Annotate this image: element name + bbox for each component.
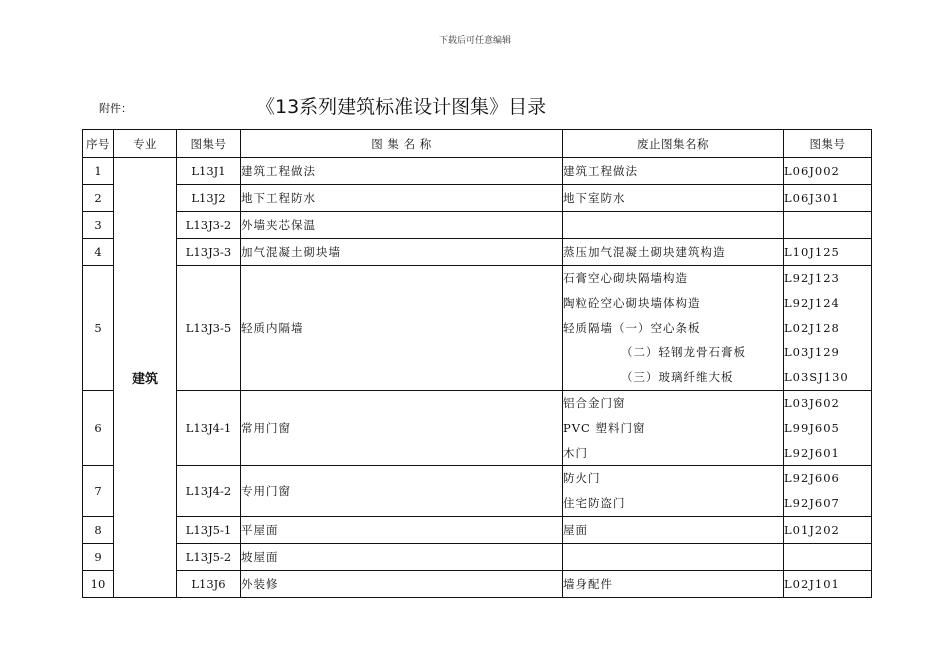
row-seq: 10 <box>83 570 114 597</box>
row-obsolete-names <box>563 239 784 266</box>
row-obsolete-codes <box>784 543 872 570</box>
row-obsolete-names <box>563 466 784 517</box>
row-obsolete-codes <box>784 390 872 465</box>
obsolete-code-line: L92J607 <box>784 496 840 511</box>
row-seq: 8 <box>83 516 114 543</box>
row-seq: 3 <box>83 212 114 239</box>
row-obsolete-codes <box>784 158 872 185</box>
row-atlas-no: L13J4-2 <box>177 466 241 517</box>
obsolete-code-line: L03J602 <box>784 395 840 410</box>
header-row <box>83 130 872 158</box>
obsolete-code-line: L92J601 <box>784 445 840 460</box>
obsolete-name-line: （三）玻璃纤维大板 <box>621 370 734 385</box>
row-atlas-no: L13J5-2 <box>177 543 241 570</box>
row-seq: 2 <box>83 185 114 212</box>
obsolete-name-line: 墙身配件 <box>563 576 613 591</box>
table-row <box>83 266 872 391</box>
row-atlas-no: L13J3-3 <box>177 239 241 266</box>
table-row <box>83 543 872 570</box>
row-obsolete-names <box>563 185 784 212</box>
row-obsolete-codes <box>784 239 872 266</box>
row-atlas-name: 地下工程防水 <box>241 185 563 212</box>
header-obsolete-name: 废止图集名称 <box>563 130 784 158</box>
row-seq: 6 <box>83 390 114 465</box>
obsolete-code-line: L01J202 <box>784 522 840 537</box>
table-row <box>83 570 872 597</box>
obsolete-name-line: 铝合金门窗 <box>563 395 626 410</box>
header-atlas-no: 图集号 <box>177 130 241 158</box>
row-obsolete-names <box>563 516 784 543</box>
row-obsolete-codes <box>784 466 872 517</box>
row-seq: 1 <box>83 158 114 185</box>
obsolete-name-line: （二）轻钢龙骨石膏板 <box>621 345 746 360</box>
row-atlas-name: 专用门窗 <box>241 466 563 517</box>
row-atlas-name: 外墙夹芯保温 <box>241 212 563 239</box>
row-seq: 5 <box>83 266 114 391</box>
row-atlas-no: L13J4-1 <box>177 390 241 465</box>
row-obsolete-codes <box>784 212 872 239</box>
row-seq: 7 <box>83 466 114 517</box>
row-obsolete-codes <box>784 516 872 543</box>
obsolete-name-line: 住宅防盗门 <box>563 496 626 511</box>
obsolete-code-line: L06J301 <box>784 190 840 205</box>
header-note: 下载后可任意编辑 <box>438 36 511 46</box>
row-obsolete-names <box>563 543 784 570</box>
row-obsolete-names <box>563 158 784 185</box>
row-atlas-no: L13J1 <box>177 158 241 185</box>
obsolete-code-line: L10J125 <box>784 244 840 259</box>
obsolete-code-line: L03SJ130 <box>784 370 849 385</box>
obsolete-code-line: L02J128 <box>784 320 840 335</box>
attachment-label: 附件： <box>99 102 132 115</box>
table-row <box>83 212 872 239</box>
obsolete-name-line: 石膏空心砌块隔墙构造 <box>563 271 688 285</box>
obsolete-name-line: 轻质隔墙（一）空心条板 <box>563 320 701 335</box>
header-seq: 序号 <box>83 130 114 158</box>
catalog-table <box>82 129 872 598</box>
document-title: 《13系列建筑标准设计图集》目录 <box>256 96 547 118</box>
row-atlas-no: L13J3-5 <box>177 266 241 391</box>
row-atlas-name: 常用门窗 <box>241 390 563 465</box>
table-row <box>83 390 872 465</box>
obsolete-code-line: L03J129 <box>784 345 840 360</box>
row-atlas-name: 建筑工程做法 <box>241 158 563 185</box>
obsolete-code-line: L92J124 <box>784 295 840 310</box>
row-obsolete-names <box>563 266 784 391</box>
row-atlas-no: L13J3-2 <box>177 212 241 239</box>
obsolete-name-line: 陶粒砼空心砌块墙体构造 <box>563 295 701 310</box>
row-obsolete-codes <box>784 266 872 391</box>
obsolete-name-line: PVC 塑料门窗 <box>563 420 646 435</box>
table-row <box>83 239 872 266</box>
row-obsolete-names <box>563 570 784 597</box>
row-atlas-no: L13J6 <box>177 570 241 597</box>
row-obsolete-codes <box>784 570 872 597</box>
row-atlas-name: 加气混凝土砌块墙 <box>241 239 563 266</box>
obsolete-code-line: L92J123 <box>784 271 840 285</box>
row-atlas-name: 平屋面 <box>241 516 563 543</box>
obsolete-name-line: 屋面 <box>563 522 588 537</box>
row-atlas-name: 外装修 <box>241 570 563 597</box>
obsolete-name-line: 防火门 <box>563 471 601 486</box>
row-seq: 4 <box>83 239 114 266</box>
obsolete-code-line: L99J605 <box>784 420 840 435</box>
row-seq: 9 <box>83 543 114 570</box>
obsolete-code-line: L92J606 <box>784 471 840 486</box>
major-cell: 建筑 <box>114 158 177 598</box>
header-atlas-name: 图 集 名 称 <box>241 130 563 158</box>
header-obsolete-no: 图集号 <box>784 130 872 158</box>
row-obsolete-names <box>563 390 784 465</box>
obsolete-name-line: 蒸压加气混凝土砌块建筑构造 <box>563 244 726 259</box>
row-atlas-name: 轻质内隔墙 <box>241 266 563 391</box>
obsolete-name-line: 地下室防水 <box>563 190 626 205</box>
obsolete-code-line: L06J002 <box>784 163 840 178</box>
table-row <box>83 158 872 185</box>
row-obsolete-names <box>563 212 784 239</box>
obsolete-name-line: 木门 <box>563 445 588 460</box>
table-row <box>83 185 872 212</box>
row-atlas-name: 坡屋面 <box>241 543 563 570</box>
table-row <box>83 466 872 517</box>
header-major: 专业 <box>114 130 177 158</box>
row-atlas-no: L13J5-1 <box>177 516 241 543</box>
obsolete-name-line: 建筑工程做法 <box>563 163 638 178</box>
row-obsolete-codes <box>784 185 872 212</box>
row-atlas-no: L13J2 <box>177 185 241 212</box>
table-row <box>83 516 872 543</box>
obsolete-code-line: L02J101 <box>784 576 840 591</box>
